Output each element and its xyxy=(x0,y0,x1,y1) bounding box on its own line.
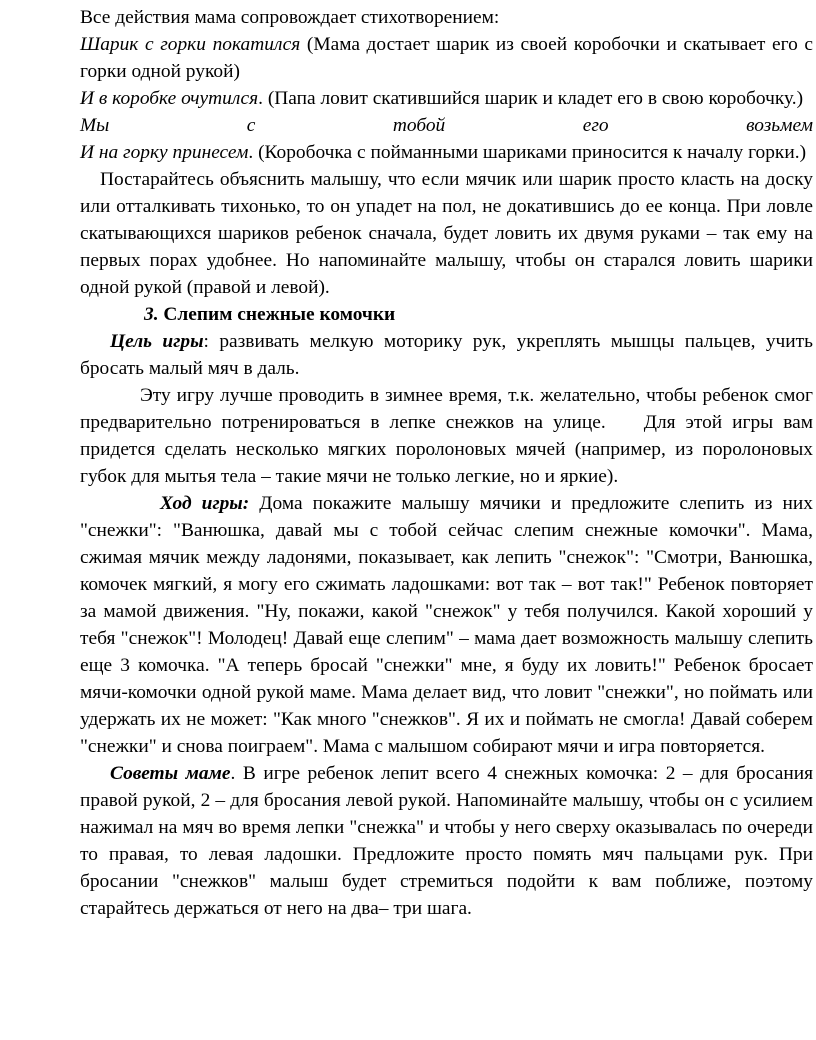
verse-3-word: с xyxy=(246,115,256,136)
verse-2-poem: И в коробке очутился xyxy=(80,88,259,109)
section-number: 3. xyxy=(144,304,159,325)
section-heading xyxy=(80,301,813,328)
verse-2-note: . (Папа ловит скатившийся шарик и кладет его в свою коробочку.) xyxy=(258,88,804,109)
verse-3-word: возьмем xyxy=(746,115,813,136)
course-paragraph xyxy=(80,490,813,760)
verse-4-poem: И на горку принесем xyxy=(80,142,249,163)
verse-3-word: его xyxy=(582,115,609,136)
verse-1-note: (Мама достает шарик из своей коробочки и скатывает его с горки одной рукой) xyxy=(80,34,814,82)
winter-paragraph xyxy=(80,382,813,490)
verse-2 xyxy=(80,85,813,112)
verse-3 xyxy=(80,112,813,139)
winter-text-1: Эту игру лучше проводить в зимнее время, т.к. желательно, чтобы ребенок смог предварительно потренироваться в лепке снежков на улице. xyxy=(80,385,813,433)
intro-line: Все действия мама сопровождает стихотворением: xyxy=(80,7,500,28)
course-label: Ход игры: xyxy=(160,493,250,514)
verse-1 xyxy=(80,31,813,85)
verse-1-poem: Шарик с горки покатился xyxy=(80,34,301,55)
tips-label: Советы маме xyxy=(110,763,231,784)
goal-paragraph xyxy=(80,328,813,382)
verse-3-word: тобой xyxy=(392,115,446,136)
verse-3-word: Мы xyxy=(80,115,110,136)
goal-text: : развивать мелкую моторику рук, укреплять мышцы пальцев, учить бросать малый мяч в даль. xyxy=(80,331,813,379)
tips-text: . В игре ребенок лепит всего 4 снежных комочка: 2 – для бросания правой рукой, 2 – для бросания левой рукой. Напоминайте малышу, чтобы он с усилием нажимал на мяч во время лепки "снежка" и чтобы у него сверху оказывалась по очереди то правая, то левая ладошки. Предложите просто помять мяч пальцами рук. При бросании "снежков" малыш будет стремиться подойти к вам поближе, поэтому старайтесь держаться от него на два– три шага. xyxy=(80,763,813,919)
verse-4 xyxy=(80,139,813,166)
goal-label: Цель игры xyxy=(110,331,204,352)
explain-paragraph: Постарайтесь объяснить малышу, что если мячик или шарик просто класть на доску или отталкивать тихонько, то он упадет на пол, не докатившись до ее конца. При ловле скатывающихся шариков ребенок сначала, будет ловить их двумя руками – так ему на первых порах удобнее. Но напоминайте малышу, чтобы он старался ловить шарики одной рукой (правой и левой). xyxy=(80,169,813,298)
course-text: Дома покажите малышу мячики и предложите слепить из них "снежки": "Ванюшка, давай мы с тобой сейчас слепим снежные комочки". Мама, сжимая мячик между ладонями, показывает, как лепить "снежок": "Смотри, Ванюшка, комочек мягкий, я могу его сжимать ладошками: вот так – вот так!" Ребенок повторяет за мамой движения. "Ну, покажи, какой "снежок" у тебя получился. Какой хороший у тебя "снежок"! Молодец! Давай еще слепим" – мама дает возможность малышу слепить еще 3 комочка. "А теперь бросай "снежки" мне, я буду их ловить!" Ребенок бросает мячи-комочки одной рукой маме. Мама делает вид, что ловит "снежки", но поймать или удержать их не может: "Как много "снежков". Я их и поймать не смогла! Давай соберем "снежки" и снова поиграем". Мама с малышом собирают мячи и игра повторяется. xyxy=(80,493,813,757)
verse-4-note: . (Коробочка с пойманными шариками приносится к началу горки.) xyxy=(248,142,807,163)
tips-paragraph xyxy=(80,760,813,922)
winter-text-2: Для этой игры вам придется сделать несколько мягких поролоновых мячей (например, из поролоновых губок для мытья тела – такие мячи не только легкие, но и яркие). xyxy=(80,412,813,487)
section-title: Слепим снежные комочки xyxy=(158,304,396,325)
